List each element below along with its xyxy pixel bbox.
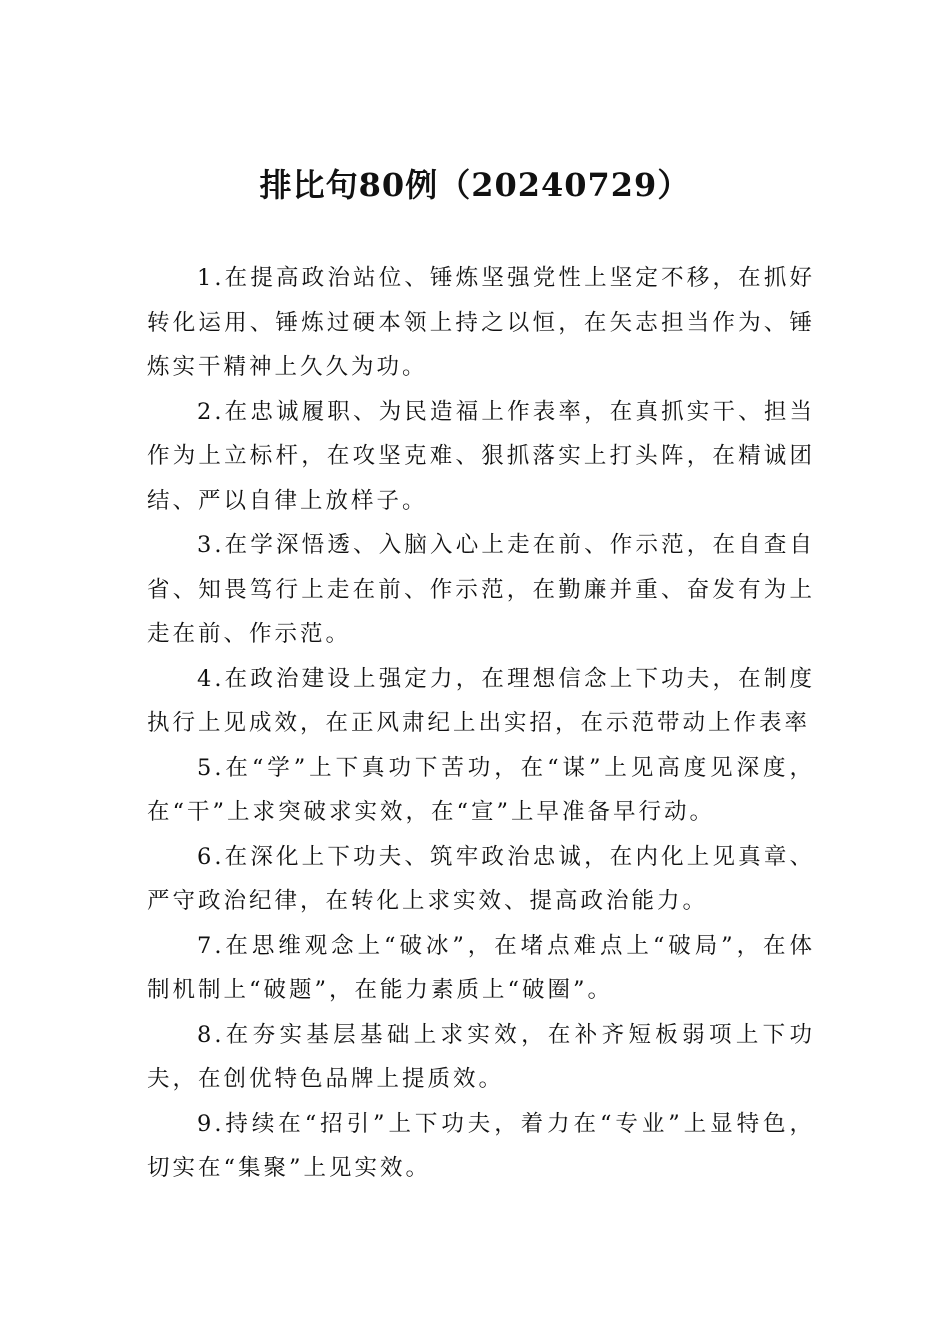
paragraph-6: 6.在深化上下功夫、筑牢政治忠诚，在内化上见真章、严守政治纪律，在转化上求实效、提高政治能力。: [147, 843, 815, 914]
paragraph-9: 9.持续在“招引”上下功夫，着力在“专业”上显特色，切实在“集聚”上见实效。: [147, 1110, 815, 1181]
paragraph-2: 2.在忠诚履职、为民造福上作表率，在真抓实干、担当作为上立标杆，在攻坚克难、狠抓落实上打头阵，在精诚团结、严以自律上放样子。: [147, 398, 815, 514]
document-body: [147, 256, 815, 1191]
document-title: 排比句80例（20240729）: [259, 166, 691, 204]
paragraph-7: 7.在思维观念上“破冰”，在堵点难点上“破局”，在体制机制上“破题”，在能力素质上“破圈”。: [147, 932, 815, 1003]
paragraph-8: 8.在夯实基层基础上求实效，在补齐短板弱项上下功夫，在创优特色品牌上提质效。: [147, 1021, 815, 1092]
paragraph-3: 3.在学深悟透、入脑入心上走在前、作示范，在自查自省、知畏笃行上走在前、作示范，在勤廉并重、奋发有为上走在前、作示范。: [147, 532, 815, 647]
paragraph-1: 1.在提高政治站位、锤炼坚强党性上坚定不移，在抓好转化运用、锤炼过硬本领上持之以恒，在矢志担当作为、锤炼实干精神上久久为功。: [147, 265, 815, 380]
paragraph-4: 4.在政治建设上强定力，在理想信念上下功夫，在制度执行上见成效，在正风肃纪上出实招，在示范带动上作表率: [147, 665, 815, 736]
paragraph-5: 5.在“学”上下真功下苦功，在“谋”上见高度见深度，在“干”上求突破求实效，在“宣”上早准备早行动。: [147, 754, 815, 825]
